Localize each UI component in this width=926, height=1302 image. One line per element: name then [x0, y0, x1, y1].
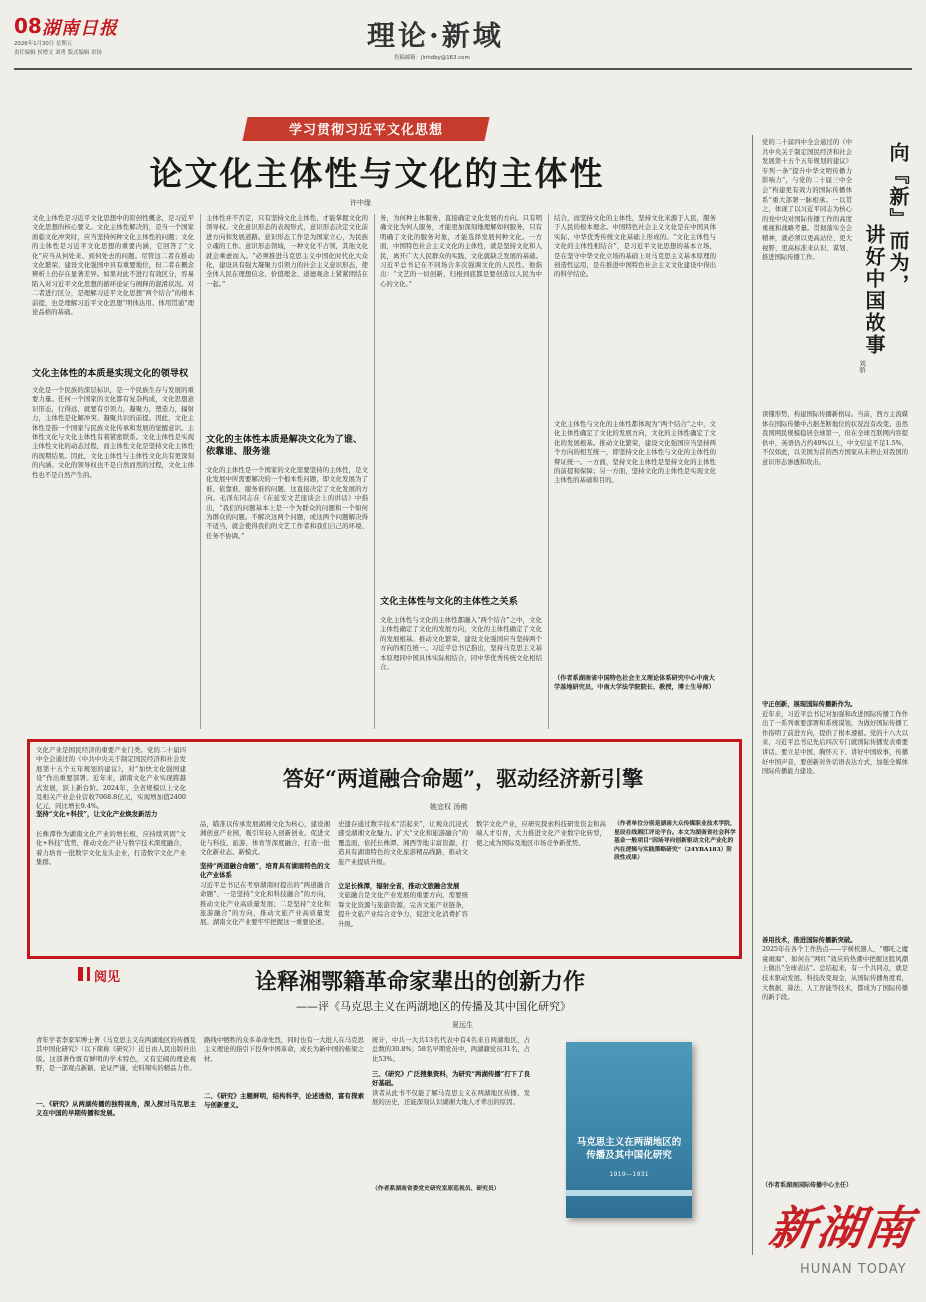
lead-col-2-text: 主体性并不否定，只有坚持文化主体性，才能掌握文化的领导权。文化意识形态的表现形式，意识形态决定文化前进方向和发展道路。意识形态工作是为国家立心，为民族立魂的工作。意识形态领域，一种文化不占领，其他文化就会乘虚而入。“必须推进马克思主义中国化时代化大众化，建设具有强大凝聚力引领力的社会主义意识形态，使全体人民在理想信念、价值理念、道德观念上紧紧团结在一起。” — [206, 214, 368, 288]
side-intro: 党的二十届四中全会通过的《中共中央关于制定国民经济和社会发展第十五个五年规划的建议》专列一条“提升中华文明传播力影响力”，与党的二十届三中全会“构建更有效力的国际传播体系”重大部署一脉相承。一以贯之，体现了以习近平同志为核心的党中央对国际传播工作的高度重视和战略考量。贯彻落实全会精神，就必须以更高站位、更大视野、更高标准来认识、谋划、推进国际传播工作。 — [762, 139, 852, 262]
lead-author-note: （作者系湖南省中国特色社会主义理论体系研究中心中南大学基地研究员，中南大学法学院院长、教授，博士生导师） — [554, 675, 715, 691]
lead-col-2-heading: 文化的主体性本质是解决文化为了谁、依靠谁、服务谁 — [206, 434, 363, 457]
review-label-mark — [78, 967, 90, 981]
watermark-english: HUNAN TODAY — [800, 1262, 907, 1277]
lead-col-4-text-b: 文化主体性与文化的主体性都体现为“两个结合”之中，文化主体性确定了文化的发展方向，文化的主体性确定了文化的发展根基。推动文化繁荣，建设文化强国应当坚持两个方向的相互统一，即坚持文化主体性与文化的主体性的辩证统一。一方面，坚持文化主体性是坚持文化的主体性的前提和保障；另一方面，坚持文化的主体性是实现文化主体性的基础和目的。 — [554, 420, 716, 485]
side-title-line-2: 讲好中国故事 — [862, 224, 886, 356]
review-col-2-heading: 二、《研究》主题鲜明，结构科学，论述透彻，富有探索与创新意义。 — [204, 1092, 364, 1110]
side-body — [762, 410, 908, 1240]
side-author: 刘骄 — [858, 360, 866, 373]
page-number: 08 — [14, 14, 42, 38]
middle-col-3 — [338, 820, 468, 952]
lead-col-divider-3 — [548, 214, 549, 729]
date-line: 2026年1月30日 星期五 — [14, 41, 73, 47]
watermark-logo: 新湖南 — [765, 1201, 918, 1255]
lead-col-3 — [380, 214, 542, 732]
book-cover-years: 1919—1931 — [609, 1170, 649, 1178]
lead-col-2 — [206, 214, 368, 732]
lead-col-3-text: 务，为何种主体服务，直接确定文化发展的方向。只有明确文化为何人服务，才能更加深刻地理解如何服务，只有明确了文化的服务对象，才能选择发展何种文化。一方面，中国特色社会主义文化的主体性，就是坚持文化和人民，离开广大人民群众的实践，文化就缺乏发展的基础。习近平总书记在不同场合多次强调文化的人民性。他指出：“文艺的一切创新，归根到底都是要创造以人民为中心的文化。” — [380, 214, 542, 288]
review-col-1-heading: 一、《研究》从两湖传播的独特视角，深入探讨马克思主义在中国的早期传播和发展。 — [36, 1100, 196, 1118]
side-author-note: （作者系湖南国际传播中心主任） — [762, 1182, 853, 1190]
lead-article-author: 许中缘 — [350, 199, 371, 207]
review-col-3-text: 统计，中共一大共13名代表中有4名来自两湖地区，占总数的30.8%；58名早期党员中，两湖籍党员31名，占比53%。 — [372, 1036, 530, 1063]
middle-col-1-heading: 坚持“文化+科技”，让文化产业焕发新活力 — [36, 810, 158, 818]
review-subtitle: ——评《马克思主义在两湖地区的传播及其中国化研究》 — [296, 1000, 571, 1013]
review-col-3 — [372, 1036, 530, 1262]
lead-col-3-text-b: 文化主体性与文化的主体性都融入“两个结合”之中，文化主体性确定了文化的发展方向，文化的主体性确定了文化的发展根基。推动文化繁荣、建设文化强国应当坚持两个方向的相互统一。习近平总书记指出，坚持马克思主义基本原理同中国具体实际相结合，同中华优秀传统文化相结合。 — [380, 616, 542, 672]
review-author-note: （作者系湖南省委党史研究室原巡视员、研究员） — [372, 1185, 500, 1192]
middle-col-3-heading: 立足长株潭，辐射全省，推动文旅融合发展 — [338, 882, 460, 890]
middle-article-author: 姚宜权 汤佛 — [430, 803, 468, 811]
middle-col-4 — [476, 820, 606, 952]
lead-col-1 — [32, 214, 194, 732]
lead-article-title: 论文化主体性与文化的主体性 — [149, 154, 605, 193]
middle-col-1-text: 文化产业是国民经济的重要产业门类。党的二十届四中全会通过的《中共中央关于制定国民经济和社会发展第十五个五年规划的建议》，对“加快文化强国建设”作出重要部署。近年来，湖南文化产业实现跨越式发展，跃上新台阶。2024年，全省规模以上文化及相关产业企业营收7068.8亿元，实现增加值2400亿元，同比增长9.4%。 — [36, 746, 186, 811]
side-column-divider — [752, 135, 753, 1255]
middle-col-2-heading: 坚持“两道融合命题”，培育具有湖南特色的文化产业体系 — [200, 862, 330, 880]
review-col-1-text: 青年学者李家军博士著《马克思主义在两湖地区的传播及其中国化研究》（以下简称《研究》）近日由人民出版社出版。这部著作既有鲜明的学术特色，又有宏阔的理论视野，是一部观点新颖、论证严谨、史料翔实的精品力作。 — [36, 1036, 196, 1073]
lead-col-3-heading: 文化主体性与文化的主体性之关系 — [380, 596, 518, 607]
middle-col-2 — [200, 820, 330, 952]
topic-banner-label: 学习贯彻习近平文化思想 — [288, 123, 443, 138]
review-col-2 — [204, 1036, 364, 1262]
editor-line: 责任编辑 侯增文 刘勇 版式编辑 余扬 — [14, 50, 102, 56]
middle-col-4-text: 数字文化产业，应研究探索科技研发资金和高端人才引育，大力推进文化产业数字化转型，使之成为国际及地区市场竞争新优势。 — [476, 820, 606, 847]
side-section-3-heading: 善用技术，推进国际传播新突破。 — [762, 936, 857, 944]
middle-article-title: 答好“两道融合命题”，驱动经济新引擎 — [282, 766, 644, 791]
lead-col-2-text-b: 文化的主体性是一个国家的文化需要坚持的主体性，是文化发展中所需要解决的一个根本性问题，即文化发展为了谁、依靠谁、服务谁的问题，这直接决定了文化发展的方向。毛泽东同志在《在延安文艺座谈会上的讲话》中指出，“我们的问题基本上是一个为群众的问题和一个如何为群众的问题。不解决这两个问题，或这两个问题解决得不适当，就会使得我们的文艺工作者和我们自己的环境、任务不协调。” — [206, 466, 368, 540]
masthead — [14, 8, 912, 66]
lead-col-divider-1 — [200, 214, 201, 729]
review-title: 诠释湘鄂籍革命家辈出的创新力作 — [254, 969, 585, 995]
middle-col-1-text-b: 长株潭作为湖南文化产业的增长极，应持续巩固“文化+科技”优势，推动文化产业与数字技术深度融合，着力培育一批数字文化龙头企业，打造数字文化产业集群。 — [36, 830, 186, 867]
side-section-3-text: 2025年在各个工作热点——宇树机器人、“哪吒之魔童闹海”、如何在“网红”效应的热潮中把握这股风潮上做出“全球表达”。总结起来，有一个共同点，就是技术驱动发展。科技改变现金，从国际传播角度看，大数据、算法、人工智能等技术，都成为了国际传播的新手段。 — [762, 946, 908, 1002]
middle-col-3-text: 史遗存通过数字技术“活起来”，让观众沉浸式感受湖湘文化魅力。扩大“文化和旅游融合”的覆盖面，依托长株潭、湘西等地丰富资源，打造具有湖南特色的文化旅游精品线路，推动文旅产业提质升级。 — [338, 820, 468, 866]
lead-col-4-text: 结合，而坚持文化的主体性，坚持文化来源于人民，服务于人民的根本理念。中国特色社会主义文化是在中国具体实际、中华优秀传统文化基础上形成的。“文化主体性与文化的主体性相结合”，是习近平文化思想的基本立场，是在坚守中华文化立场的基础上对马克思主义基本原理的创造性运用，是在推进中国特色社会主义文化建设中得出的科学结论。 — [554, 214, 716, 279]
review-label: 阅见 — [94, 970, 121, 985]
contact-email: 投稿邮箱：jlnhdby@163.com — [394, 55, 470, 61]
section-title: 理论·新域 — [367, 19, 504, 52]
review-author: 夏远生 — [452, 1021, 473, 1029]
review-col-3-text-b: 读者从此书不仅能了解马克思主义在两湖地区传播、发展的历史，还能深刻认识湖湘大地人才辈出的原因。 — [372, 1088, 530, 1107]
middle-author-note: （作者单位分别是湖南大众传媒职业技术学院，星辰在线湘江评论平台。本文为湖南省社会科学基金一般项目“因场导向创新驱动文化产业化的内在逻辑与实践策略研究”（24YBA183）阶段性成果） — [614, 821, 736, 862]
book-cover-title: 马克思主义在两湖地区的传播及其中国化研究 — [576, 1137, 682, 1161]
lead-col-divider-2 — [374, 214, 375, 729]
side-section-2-text: 近年来，习近平总书记对加强和改进国际传播工作作出了一系列重要部署和系统谋划，为做好国际传播工作指明了前进方向，提供了根本遵循。党的十八大以来，习近平总书记先后四次专门就国际传播发表重要讲话。要立足中国、胸怀天下、讲好中国故事，传播好中国声音，要创新对外话语表达方式，加强全媒体国际传播能力建设。 — [762, 710, 908, 776]
side-title-line-1: 向『新』而为， — [886, 142, 910, 296]
middle-col-3-text-b: 文旅融合是文化产业发展的重要方向，需要统筹文化资源与旅游资源，完善文旅产业链条，提升文旅产业综合竞争力，促进文化消费扩容升级。 — [338, 891, 468, 928]
side-section-2-heading: 守正创新，展现国际传播新作为。 — [762, 701, 857, 708]
middle-col-2-text-b: 习近平总书记在考察湖南时提出的“两道融合命题”，一是坚持“文化和科技融合”的方向，推动文化产业高质量发展；二是坚持“文化和旅游融合”的方向，推动文旅产业高质量发展。湖南文化产业要牢牢把握这一重要论述。 — [200, 880, 330, 927]
book-cover-band — [566, 1190, 692, 1196]
paper-name-logo: 湖南日报 — [42, 18, 118, 39]
lead-col-1-text-b: 文化是一个民族的深层标识，是一个民族生存与发展的重要力量。任何一个国家的文化都有复杂构成，文化思想意识形态，行得远，就要有引领力，凝聚力，塑造力，辐射力，主体性是化解冲突、凝聚共识的前提。因此，文化主体性是指一个国家与民族文化传承和发展的觉醒意识。主体性文化与文化主体性有着紧密联系。文化主体性是实现主体性文化的动态过程，而主体性文化是坚持文化主体性的现期结果。因此，文化主体性与主体性文化共有更深刻的内涵。文化的领导权也不是自然而然的过程，文化主体性也不是自然产生的。 — [32, 386, 194, 479]
lead-col-1-heading: 文化主体性的本质是实现文化的领导权 — [32, 368, 189, 379]
lead-col-1-text: 文化主体性是习近平文化思想中的原创性概念，是习近平文化思想的核心要义。文化主体性解决的，是当一个国家面临文化冲突时，应当坚持何种文化主体性的问题；文化的主体性是习近平文化思想的重要内涵，它回答了“文化”应当从何处来、到何处去的问题。尽管这二者在推动文化繁荣、建设文化强国中具有重要地位，但二者在概念辨析上仍存在显著差异。如果对此不进行有效区分，容易陷入对习近平文化思想的循环论证与阐释的混淆状况。对二者进行区分，是理解习近平文化思想“两个结合”的根本前提，也是理解习近平文化思想“明体达用、体用贯通”理论品格的基础。 — [32, 214, 194, 317]
book-cover — [566, 1042, 692, 1218]
lead-col-4 — [554, 214, 716, 732]
masthead-rule — [14, 68, 912, 70]
review-col-2-text: 路线中牺牲的众多革命先烈，同时也有一大批人在马克思主义理论的指引下投身中国革命，成长为新中国的栋梁之材。 — [204, 1036, 364, 1063]
review-col-3-heading: 三、《研究》广泛搜集资料，为研究“两湖传播”打下了良好基础。 — [372, 1070, 530, 1088]
middle-col-2-text: 品，瞄准以传承发展湖湘文化为核心，建设湘湘创意产业园，吸引年轻人创新创业。促进文化与科技、旅游、体育等深度融合，打造一批文化新业态、新模式。 — [200, 820, 330, 857]
side-title — [862, 142, 912, 432]
review-col-1 — [36, 1036, 196, 1262]
side-body-text: 读懂形势，构建国际传播新格局。当前，西方主流媒体在国际传播中占据垄断地位的状况没有改变。虽然我国网民规模稳居全球第一，但在全球互联网内容提供中，英语仍占约49%以上，中文信息不足1.5%，不仅如此，以美国为首的西方国家从未停止对我国的意识形态渗透和攻击。 — [762, 411, 908, 466]
